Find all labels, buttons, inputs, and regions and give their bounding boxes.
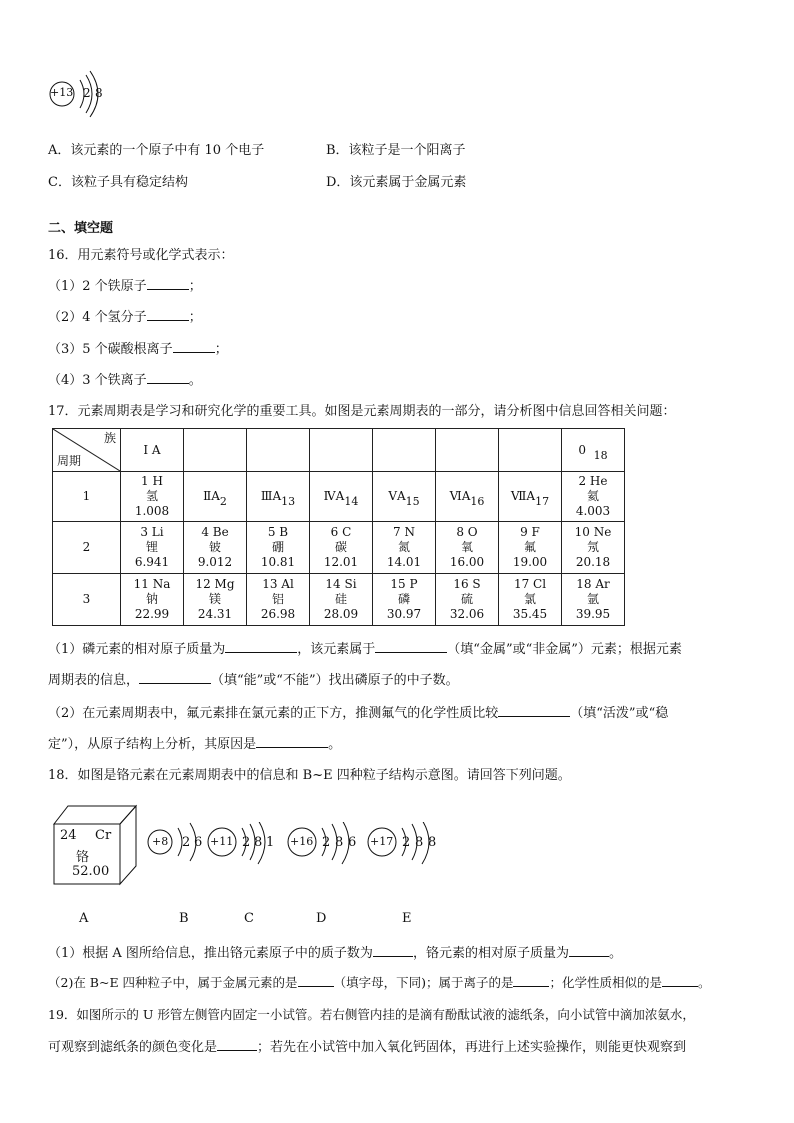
atomic-mass: 52.00 — [72, 864, 110, 879]
shell-electrons: 2 — [322, 835, 331, 850]
option-b: B．该粒子是一个阳离子 — [326, 143, 466, 158]
shell-electrons: 8 — [254, 835, 263, 850]
period-label: 1 — [53, 472, 121, 522]
item-text: （3）5 个碳酸根离子 — [48, 342, 173, 357]
figure-label: E — [402, 911, 412, 926]
group-header-empty — [436, 429, 499, 472]
q17-part1-line1: （1）磷元素的相对原子质量为 ，该元素属于 （填“金属”或“非金属”）元素；根据元素 — [48, 642, 682, 657]
element-cell: 11 Na 钠 22.99 — [121, 574, 184, 626]
item-punct: ； — [214, 342, 228, 357]
element-cell: 6 C 碳 12.01 — [310, 522, 373, 574]
group-label-cell: ⅤA15 — [373, 472, 436, 522]
q16-stem: 16．用元素符号或化学式表示： — [48, 248, 234, 263]
atomic-number: 24 — [60, 828, 77, 843]
q18-stem: 18．如图是铬元素在元素周期表中的信息和 B~E 四种粒子结构示意图。请回答下列问题。 — [48, 768, 571, 783]
option-d: D．该元素属于金属元素 — [326, 175, 467, 190]
shell-electrons: 2 — [83, 86, 91, 100]
figure-label: A — [79, 911, 89, 926]
q19-line1: 19．如图所示的 U 形管左侧管内固定一小试管。若右侧管内挂的是滴有酚酞试液的滤纸条，向小试管中滴加浓氨水， — [48, 1007, 695, 1022]
periodic-table — [52, 428, 625, 626]
answer-blank[interactable] — [375, 640, 447, 653]
shell-electrons: 6 — [194, 835, 203, 850]
shell-electrons: 8 — [415, 835, 424, 850]
element-cell: 18 Ar 氩 39.95 — [562, 574, 625, 626]
group-header-empty — [499, 429, 562, 472]
group-header-empty — [373, 429, 436, 472]
answer-blank[interactable] — [173, 340, 215, 353]
table-corner — [53, 429, 121, 472]
item-text: （4）3 个铁离子 — [48, 373, 147, 388]
q16-item-1 — [48, 275, 202, 294]
element-cell: 16 S 硫 32.06 — [436, 574, 499, 626]
figure-label: D — [316, 911, 327, 926]
shell-electrons: 6 — [348, 835, 357, 850]
shell-electrons: 8 — [335, 835, 344, 850]
element-cell: 4 Be 铍 9.012 — [184, 522, 247, 574]
element-cell: 1 H 氢 1.008 — [121, 472, 184, 522]
option-c: C．该粒子具有稳定结构 — [48, 175, 188, 190]
group-label-cell: ⅦA17 — [499, 472, 562, 522]
element-cell: 14 Si 硅 28.09 — [310, 574, 373, 626]
answer-blank[interactable] — [225, 640, 297, 653]
group-header-empty — [310, 429, 373, 472]
nucleus-charge: +11 — [210, 835, 234, 848]
group-header: Ⅰ A — [121, 429, 184, 472]
group-header-label: 族 — [103, 431, 116, 445]
q16-item-4 — [48, 369, 202, 388]
item-punct: ； — [188, 279, 202, 294]
answer-blank[interactable] — [147, 371, 189, 384]
group-label-cell: ⅥA16 — [436, 472, 499, 522]
element-cell: 17 Cl 氯 35.45 — [499, 574, 562, 626]
item-punct: 。 — [188, 373, 202, 388]
group-header-empty — [184, 429, 247, 472]
answer-blank[interactable] — [513, 974, 549, 987]
item-text: （2）4 个氢分子 — [48, 310, 147, 325]
element-cell: 7 N 氮 14.01 — [373, 522, 436, 574]
element-cell: 12 Mg 镁 24.31 — [184, 574, 247, 626]
group-header-empty — [247, 429, 310, 472]
q19-line2: 可观察到滤纸条的颜色变化是 ；若先在小试管中加入氧化钙固体，再进行上述实验操作，则能更快观察到 — [48, 1040, 687, 1055]
element-cell: 13 Al 铝 26.98 — [247, 574, 310, 626]
element-symbol: Cr — [95, 828, 112, 843]
chromium-element-card — [50, 800, 140, 896]
option-a: A．该元素的一个原子中有 10 个电子 — [48, 143, 265, 158]
element-cell: 8 O 氧 16.00 — [436, 522, 499, 574]
shell-electrons: 2 — [242, 835, 251, 850]
shell-electrons: 2 — [182, 835, 191, 850]
q18-part1: （1）根据 A 图所给信息，推出铬元素原子中的质子数为 ，铬元素的相对原子质量为 。 — [48, 946, 622, 961]
item-text: （1）2 个铁原子 — [48, 279, 147, 294]
particle-c — [206, 822, 286, 876]
section-title: 二、填空题 — [48, 221, 114, 236]
q17-part1-line2: 周期表的信息， （填“能”或“不能”）找出磷原子的中子数。 — [48, 673, 459, 688]
group-label-cell: ⅢA13 — [247, 472, 310, 522]
answer-blank[interactable] — [498, 704, 570, 717]
particle-e — [366, 822, 446, 876]
shell-electrons: 2 — [402, 835, 411, 850]
answer-blank[interactable] — [569, 944, 609, 957]
q16-item-3 — [48, 338, 228, 357]
figure-label: B — [179, 911, 189, 926]
element-cell: 3 Li 锂 6.941 — [121, 522, 184, 574]
nucleus-charge: +16 — [290, 835, 314, 848]
group-header-0: 0 18 — [562, 429, 625, 472]
answer-blank[interactable] — [298, 974, 334, 987]
q17-part2-line1: （2）在元素周期表中，氟元素排在氯元素的正下方，推测氟气的化学性质比较 （填“活泼”或“稳 — [48, 706, 669, 721]
answer-blank[interactable] — [217, 1038, 257, 1051]
element-cell: 15 P 磷 30.97 — [373, 574, 436, 626]
element-name: 铬 — [76, 850, 90, 865]
nucleus-charge: +17 — [370, 835, 394, 848]
particle-d — [286, 822, 366, 876]
answer-blank[interactable] — [147, 308, 189, 321]
element-cell: 5 B 硼 10.81 — [247, 522, 310, 574]
nucleus-charge: +8 — [152, 835, 169, 848]
q16-item-2 — [48, 306, 202, 325]
period-label: 2 — [53, 522, 121, 574]
answer-blank[interactable] — [256, 735, 328, 748]
element-cell: 2 He 氦 4.003 — [562, 472, 625, 522]
answer-blank[interactable] — [147, 277, 189, 290]
q17-part2-line2: 定”），从原子结构上分析，其原因是 。 — [48, 737, 342, 752]
period-header-label: 周期 — [57, 454, 82, 468]
element-cell: 9 F 氟 19.00 — [499, 522, 562, 574]
shell-electrons: 8 — [95, 86, 103, 100]
shell-electrons: 8 — [428, 835, 437, 850]
figure-label: C — [244, 911, 254, 926]
period-label: 3 — [53, 574, 121, 626]
q17-stem: 17．元素周期表是学习和研究化学的重要工具。如图是元素周期表的一部分，请分析图中信息回答相关问题： — [48, 404, 676, 419]
nucleus-charge: +13 — [50, 86, 74, 99]
shell-electrons: 1 — [266, 835, 275, 850]
answer-blank[interactable] — [373, 944, 413, 957]
q18-part2: （2)在 B~E 四种粒子中，属于金属元素的是 （填字母，下同)；属于离子的是 ；化学性质相似的是 。 — [48, 975, 711, 990]
group-label-cell: ⅣA14 — [310, 472, 373, 522]
answer-blank[interactable] — [139, 671, 211, 684]
element-cell: 10 Ne 氖 20.18 — [562, 522, 625, 574]
group-label-cell: ⅡA2 — [184, 472, 247, 522]
item-punct: ； — [188, 310, 202, 325]
answer-blank[interactable] — [662, 974, 698, 987]
q15-atom-diagram — [46, 70, 116, 124]
